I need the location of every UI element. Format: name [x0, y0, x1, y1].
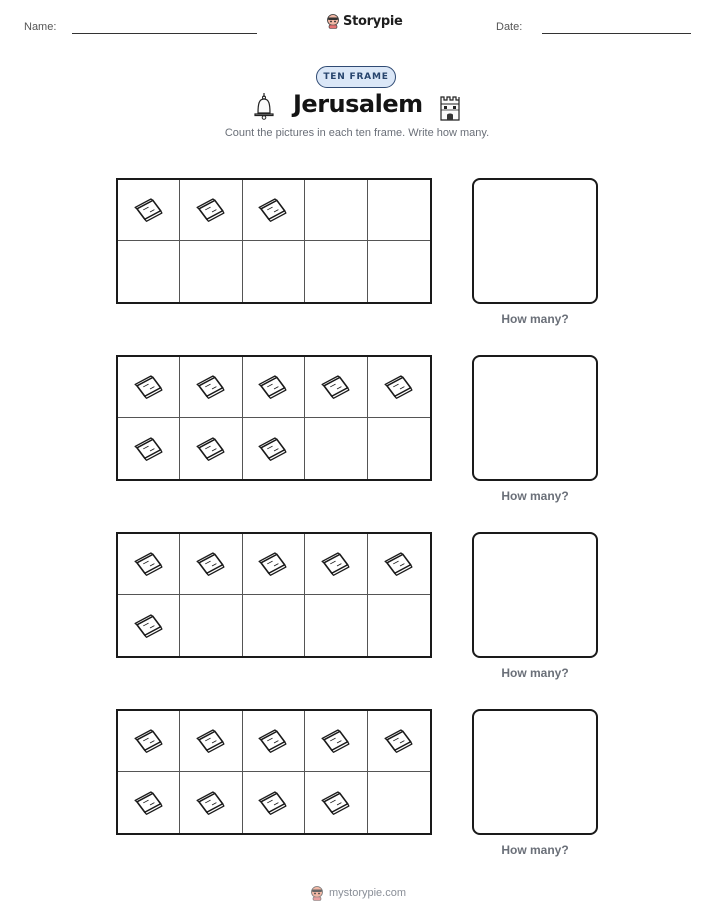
ten-frame-cell	[243, 241, 305, 302]
book-icon	[255, 783, 291, 823]
ten-frame-cell	[368, 241, 430, 302]
footer-site: mystorypie.com	[329, 887, 407, 899]
ten-frame-4	[116, 709, 432, 835]
storypie-mascot-icon	[326, 13, 340, 29]
ten-frame-cell	[243, 711, 305, 772]
book-icon	[318, 721, 354, 761]
book-icon	[255, 367, 291, 407]
book-icon	[131, 190, 167, 230]
book-icon	[318, 367, 354, 407]
ten-frame-cell	[180, 418, 242, 479]
ten-frame-cell	[118, 595, 180, 656]
ten-frame-cell	[243, 418, 305, 479]
ten-frame-cell	[118, 357, 180, 418]
ten-frame-cell	[180, 241, 242, 302]
ten-frame-cell	[180, 772, 242, 833]
ten-frame-cell	[305, 357, 367, 418]
ten-frame-cell	[118, 772, 180, 833]
page-title: Jerusalem	[293, 90, 423, 118]
book-icon	[193, 721, 229, 761]
ten-frame-cell	[368, 357, 430, 418]
ten-frame-cell	[368, 534, 430, 595]
ten-frame-cell	[368, 711, 430, 772]
bell-icon	[252, 92, 276, 120]
ten-frame-2	[116, 355, 432, 481]
book-icon	[255, 429, 291, 469]
book-icon	[318, 544, 354, 584]
ten-frame-cell	[243, 595, 305, 656]
date-label: Date:	[496, 21, 523, 33]
answer-box-3[interactable]	[472, 532, 598, 658]
ten-frame-3	[116, 532, 432, 658]
ten-frame-badge: TEN FRAME	[316, 66, 396, 88]
footer	[309, 885, 406, 901]
ten-frame-cell	[305, 595, 367, 656]
book-icon	[193, 190, 229, 230]
answer-box-1[interactable]	[472, 178, 598, 304]
book-icon	[381, 367, 417, 407]
how-many-label-4: How many?	[501, 843, 569, 857]
ten-frame-cell	[180, 711, 242, 772]
ten-frame-cell	[180, 357, 242, 418]
ten-frame-cell	[368, 772, 430, 833]
book-icon	[131, 783, 167, 823]
ten-frame-cell	[118, 711, 180, 772]
answer-box-4[interactable]	[472, 709, 598, 835]
ten-frame-cell	[243, 772, 305, 833]
ten-frame-cell	[305, 241, 367, 302]
book-icon	[131, 721, 167, 761]
ten-frame-cell	[118, 418, 180, 479]
ten-frame-cell	[305, 534, 367, 595]
ten-frame-cell	[118, 241, 180, 302]
how-many-label-2: How many?	[501, 489, 569, 503]
ten-frame-cell	[243, 534, 305, 595]
brand-logo	[326, 13, 403, 29]
ten-frame-cell	[305, 772, 367, 833]
how-many-label-3: How many?	[501, 666, 569, 680]
instructions: Count the pictures in each ten frame. Write how many.	[224, 127, 490, 139]
book-icon	[318, 783, 354, 823]
book-icon	[131, 606, 167, 646]
book-icon	[381, 544, 417, 584]
book-icon	[255, 544, 291, 584]
ten-frame-cell	[305, 418, 367, 479]
answer-box-2[interactable]	[472, 355, 598, 481]
ten-frame-cell	[180, 534, 242, 595]
ten-frame-cell	[305, 180, 367, 241]
name-label: Name:	[24, 21, 57, 33]
book-icon	[131, 429, 167, 469]
ten-frame-cell	[368, 180, 430, 241]
book-icon	[131, 367, 167, 407]
castle-tower-icon	[438, 93, 462, 121]
book-icon	[255, 190, 291, 230]
ten-frame-cell	[118, 180, 180, 241]
ten-frame-cell	[180, 595, 242, 656]
ten-frame-cell	[243, 357, 305, 418]
book-icon	[255, 721, 291, 761]
name-line[interactable]	[72, 33, 257, 34]
brand-name: Storypie	[343, 13, 403, 29]
book-icon	[193, 367, 229, 407]
ten-frame-cell	[305, 711, 367, 772]
ten-frame-cell	[243, 180, 305, 241]
book-icon	[381, 721, 417, 761]
book-icon	[193, 429, 229, 469]
ten-frame-cell	[368, 595, 430, 656]
book-icon	[193, 544, 229, 584]
storypie-mascot-icon	[309, 885, 325, 901]
date-line[interactable]	[542, 33, 691, 34]
how-many-label-1: How many?	[501, 312, 569, 326]
book-icon	[193, 783, 229, 823]
ten-frame-1	[116, 178, 432, 304]
book-icon	[131, 544, 167, 584]
ten-frame-cell	[180, 180, 242, 241]
ten-frame-cell	[368, 418, 430, 479]
ten-frame-cell	[118, 534, 180, 595]
